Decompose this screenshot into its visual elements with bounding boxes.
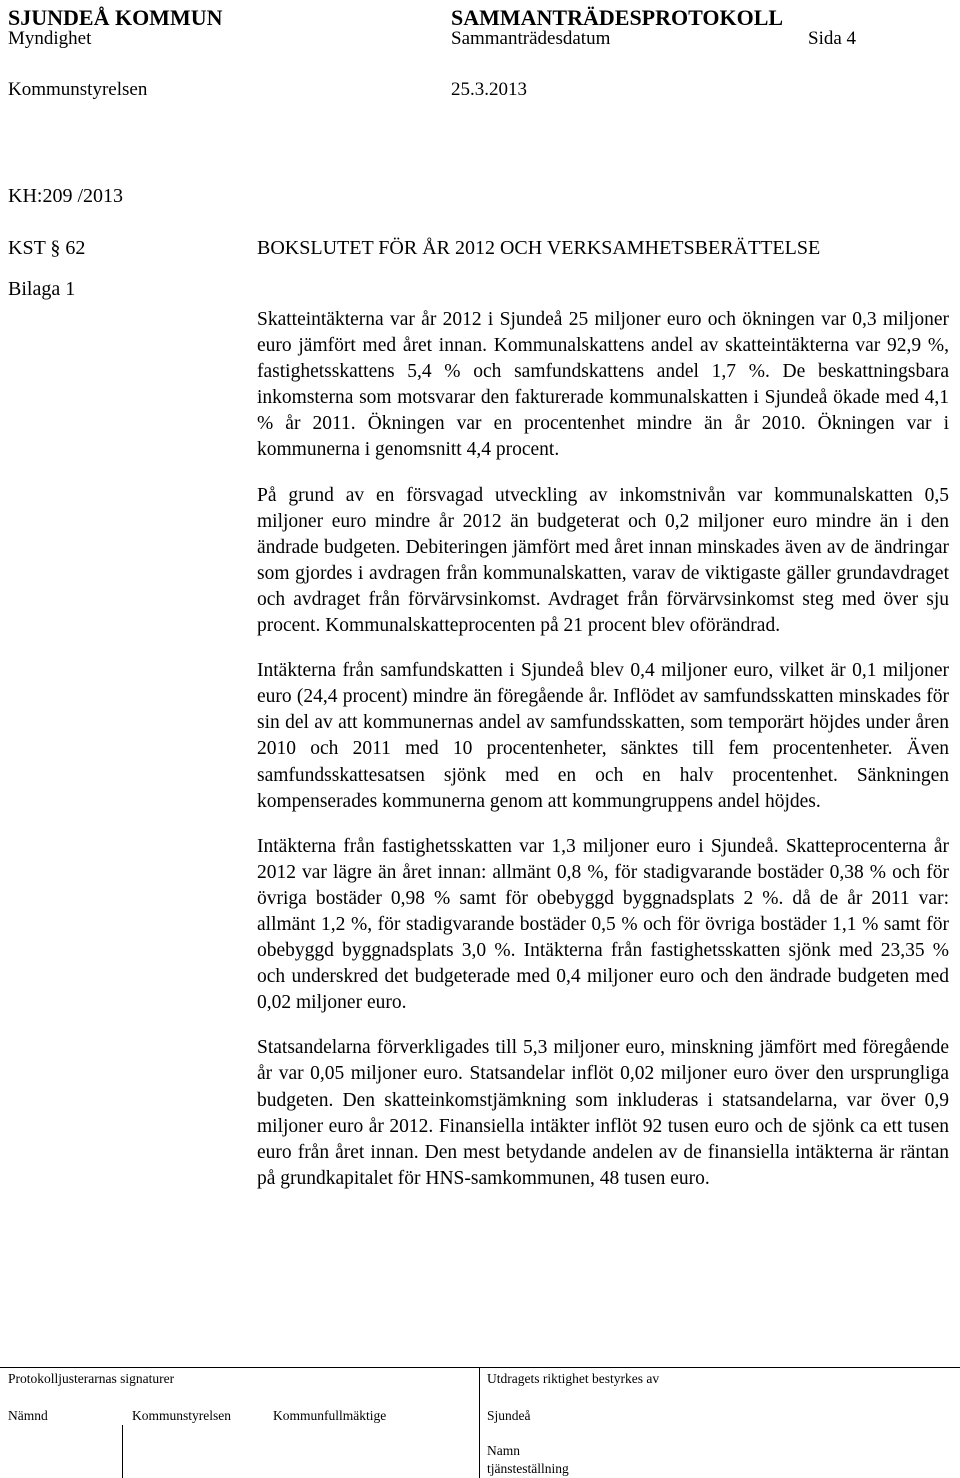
certified-label: Utdragets riktighet bestyrkes av	[487, 1371, 660, 1386]
authority-label: Myndighet	[8, 28, 92, 49]
paragraph-corporate-tax: Intäkterna från samfundskatten i Sjundeå blev 0,4 miljoner euro, vilket är 0,1 miljoner euro (24,4 procent) mindre än föregående år. Inflödet av samfundsskatten minskades för sin del av att kommunernas andel av samfundsskatten, som temporärt höjdes under åren 2010 och 2011 med 10 procentenheter, sänktes till fem procentenheter. Även samfundsskattesatsen sjönk med en och en halv procentenhet. Sänkningen kompenserades kommunerna genom att kommungruppens andel höjdes.	[257, 660, 949, 812]
org-name: SJUNDEÅ KOMMUN	[8, 5, 223, 30]
col-municipal-board: Kommunstyrelsen	[132, 1408, 231, 1423]
col-board: Nämnd	[8, 1408, 48, 1423]
paragraph-property-tax: Intäkterna från fastighetsskatten var 1,3 miljoner euro i Sjundeå. Skatteprocenterna år 2012 var lägre än året innan: allmänt 0,8 %, för stadigvarande bostäder 0,38 % och för övriga bostäder 0,98 % samt för obebyggd byggnadsplats 2 %. då de år 2011 var: allmänt 1,2 %, för stadigvarande bostäder 0,5 % och för övriga bostäder 1,1 % samt för obebyggd byggnadsplats 3,0 %. Intäkterna från fastighetsskatten sjönk med 23,35 % och underskred det budgeterade med 0,4 miljoner euro och den ändrade budgeten med 0,02 miljoner euro.	[257, 835, 949, 1014]
section-title: BOKSLUTET FÖR ÅR 2012 OCH VERKSAMHETSBERÄTTELSE	[257, 237, 821, 259]
doc-type: SAMMANTRÄDESPROTOKOLL	[451, 5, 784, 30]
col-place: Sjundeå	[487, 1408, 531, 1423]
footer-divider	[479, 1367, 480, 1478]
page-number: Sida 4	[808, 28, 857, 49]
col-council: Kommunfullmäktige	[273, 1408, 387, 1423]
name-label: Namn	[487, 1443, 520, 1458]
position-label: tjänsteställning	[487, 1461, 569, 1476]
body-text	[257, 307, 949, 1211]
paragraph-state-grants: Statsandelarna förverkligades till 5,3 miljoner euro, minskning jämfört med föregående år var 0,05 miljoner euro. Statsandelar inflöt 0,02 miljoner euro över den ursprungliga budgeten. Den skatteinkomstjämkning som inkluderas i statsandelarna, var över 0,9 miljoner euro år 2012. Finansiella intäkter inflöt 92 tusen euro och de sjönk ca ett tusen euro från året innan. Den mest betydande andelen av de finansiella intäkterna är räntan på grundkapitalet för HNS-samkommunen, 48 tusen euro.	[257, 1037, 949, 1189]
kst-paragraph: KST § 62	[8, 237, 86, 259]
paragraph-tax-revenue: Skatteintäkterna var år 2012 i Sjundeå 25 miljoner euro och ökningen var 0,3 miljoner euro jämfört med året innan. Kommunalskattens andel av skatteintäkterna var 92,9 %, fastighetsskattens 5,4 % och samfundskattens andel 1,7 %. De beskattningsbara inkomsterna som motsvarar den fakturerade kommunalskatten i Sjundeå ökade med 4,1 % år 2011. Ökningen var en procentenhet mindre än år 2010. Ökningen var i kommunerna i genomsnitt 4,4 procent.	[257, 309, 949, 461]
attachment-label: Bilaga 1	[8, 278, 76, 300]
date-label: Sammanträdesdatum	[451, 28, 611, 49]
meeting-date: 25.3.2013	[451, 79, 527, 100]
signatures-label: Protokolljusterarnas signaturer	[8, 1371, 175, 1386]
footer-top-rule	[0, 1367, 960, 1368]
kh-number: KH:209 /2013	[8, 185, 123, 207]
footer-col-divider	[122, 1425, 123, 1478]
paragraph-municipal-tax: På grund av en försvagad utveckling av inkomstnivån var kommunalskatten 0,5 miljoner euro mindre år 2012 än budgeterat och 0,2 miljoner euro mindre än i den ändrade budgeten. Debiteringen jämfört med året innan minskades även av de ändringar som gjordes i avdragen från kommunalskatten, varav de viktigaste gäller grundavdraget och avdraget från förvärvsinkomst. Avdraget från förvärvsinkomst steg med över sju procent. Kommunalskatteprocenten på 21 procent blev oförändrad.	[257, 484, 949, 637]
authority: Kommunstyrelsen	[8, 79, 148, 100]
